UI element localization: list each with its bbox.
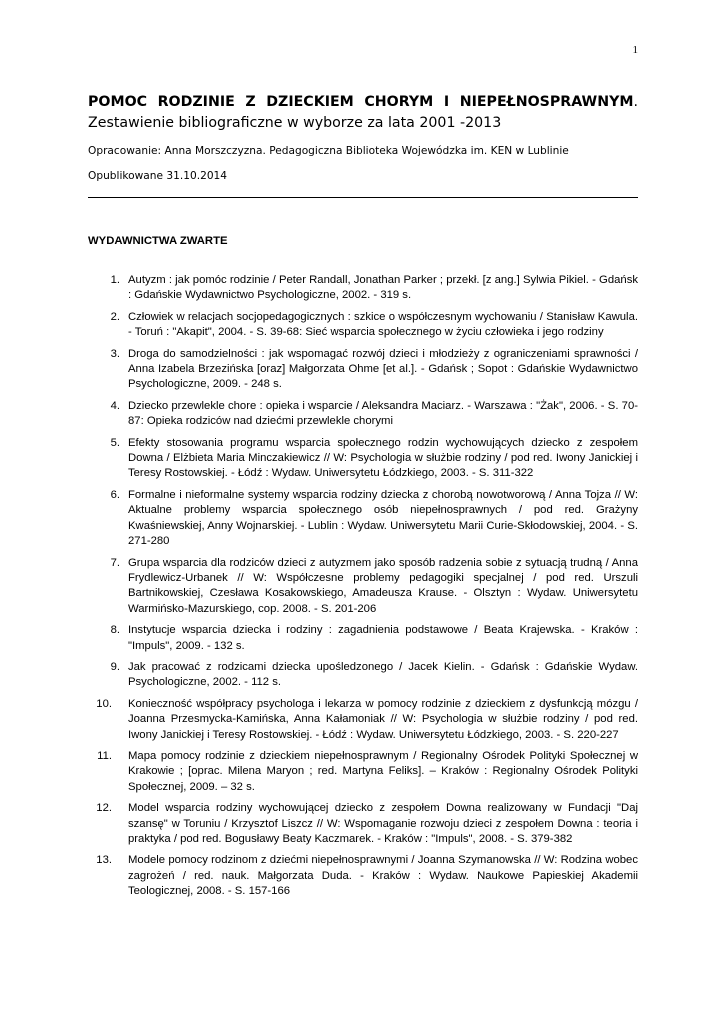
entry-text: Modele pomocy rodzinom z dziećmi niepełnosprawnymi / Joanna Szymanowska // W: Rodzina wobec zagrożeń / red. nauk. Małgorzata Duda. - Kraków : Wydaw. Naukowe Papieskiej Akademii Teologicznej, 2008. - S. 157-166 bbox=[128, 854, 638, 898]
entry-number: 13. bbox=[96, 854, 112, 867]
header-divider bbox=[88, 197, 638, 198]
entry-text: Jak pracować z rodzicami dziecka upośledzonego / Jacek Kielin. - Gdańsk : Gdańskie Wydaw. Psychologiczne, 2002. - 112 s. bbox=[128, 660, 638, 689]
entry-number: 10. bbox=[96, 697, 112, 710]
bibliography-entry bbox=[88, 853, 638, 899]
bibliography-entry bbox=[88, 801, 638, 847]
entry-number: 6. bbox=[110, 488, 120, 501]
document-title bbox=[88, 92, 638, 134]
bibliography-entry bbox=[88, 660, 638, 691]
bibliography-entry bbox=[88, 273, 638, 304]
entry-text: Konieczność współpracy psychologa i lekarza w pomocy rodzinie z dzieckiem z dysfunkcją mózgu / Joanna Przesmycka-Kamińska, Anna Kałamoniak // W: Psychologia w służbie rodziny / pod red. Iwony Janickiej i Teresy Rostowskiej. - Łódź : Wydaw. Uniwersytetu Łódzkiego, 2003. - S. 220-227 bbox=[128, 697, 638, 741]
entry-number: 12. bbox=[96, 802, 112, 815]
author-line: Opracowanie: Anna Morszczyzna. Pedagogiczna Biblioteka Wojewódzka im. KEN w Lublinie bbox=[88, 145, 569, 157]
entry-text: Człowiek w relacjach socjopedagogicznych : szkice o współczesnym wychowaniu / Stanisław Kawula. - Toruń : "Akapit", 2004. - S. 39-68: Sieć wsparcia społecznego w życiu człowieka i jego rodziny bbox=[128, 310, 638, 339]
entry-text: Model wsparcia rodziny wychowującej dziecko z zespołem Downa realizowany w Fundacji "Daj szansę" w Toruniu / Krzysztof Liszcz // W: Wspomaganie rozwoju dzieci z zespołem Downa : teoria i praktyka / pod red. Bogusławy Beaty Kaczmarek. - Kraków : "Impuls", 2008. - S. 379-382 bbox=[128, 802, 638, 845]
section-heading: WYDAWNICTWA ZWARTE bbox=[88, 235, 228, 247]
entry-text: Efekty stosowania programu wsparcia społecznego rodzin wychowujących dziecko z zespołem Downa / Elżbieta Maria Minczakiewicz // W: Psychologia w służbie rodziny / pod red. Iwony Janickiej i Teresy Rostowskiej. - Łódź : Wydaw. Uniwersytetu Łódzkiego, 2003. - S. 311-322 bbox=[128, 436, 638, 480]
entry-text: Formalne i nieformalne systemy wsparcia rodziny dziecka z chorobą nowotworową / Anna Tojza // W: Aktualne problemy wsparcia społecznego osób niepełnosprawnych / pod red. Grażyny Kwaśniewskiej, Anny Wojnarskiej. - Lublin : Wydaw. Uniwersytetu Marii Curie-Skłodowskiej, 2004. - S. 271-280 bbox=[128, 488, 638, 548]
document-header bbox=[88, 92, 638, 183]
title-subtitle-part: . Zestawienie bibliograficzne w wyborze za lata 2001 -2013 bbox=[88, 94, 638, 131]
entry-text: Mapa pomocy rodzinie z dzieckiem niepełnosprawnym / Regionalny Ośrodek Polityki Społecznej w Krakowie ; [oprac. Milena Maryon ; red. Martyna Feliks]. – Kraków : Regionalny Ośrodek Polityki Społecznej, 2009. – 32 s. bbox=[128, 749, 638, 793]
bibliography-entry bbox=[88, 347, 638, 393]
entry-text: Grupa wsparcia dla rodziców dzieci z autyzmem jako sposób radzenia sobie z sytuacją trudną / Anna Frydlewicz-Urbanek // W: Współczesne problemy pedagogiki specjalnej / pod red. Urszuli Bartnikowskiej, Czesława Kosakowskiego, Amadeusza Krause. - Olsztyn : Wydaw. Uniwersytetu Warmińsko-Mazurskiego, cop. 2008. - S. 201-206 bbox=[128, 556, 638, 615]
entry-number: 11. bbox=[97, 749, 112, 762]
bibliography-entry bbox=[88, 436, 638, 482]
published-date: Opublikowane 31.10.2014 bbox=[88, 170, 228, 182]
title-bold-part: POMOC RODZINIE Z DZIECKIEM CHORYM I NIEPEŁNOSPRAWNYM bbox=[88, 94, 634, 110]
bibliography-list bbox=[88, 273, 638, 906]
entry-text: Instytucje wsparcia dziecka i rodziny : zagadnienia podstawowe / Beata Krajewska. - Kraków : "Impuls", 2009. - 132 s. bbox=[128, 624, 638, 652]
bibliography-entry bbox=[88, 488, 638, 550]
entry-number: 4. bbox=[110, 399, 120, 412]
entry-number: 1. bbox=[110, 274, 120, 286]
bibliography-entry bbox=[88, 697, 638, 743]
entry-number: 2. bbox=[110, 310, 120, 323]
bibliography-entry bbox=[88, 310, 638, 341]
entry-number: 3. bbox=[110, 347, 120, 360]
entry-text: Dziecko przewlekle chore : opieka i wsparcie / Aleksandra Maciarz. - Warszawa : "Żak", 2006. - S. 70-87: Opieka rodziców nad dziećmi przewlekle chorymi bbox=[128, 399, 638, 428]
bibliography-entry bbox=[88, 399, 638, 430]
bibliography-entry bbox=[88, 749, 638, 795]
entry-number: 9. bbox=[110, 660, 120, 673]
page-number: 1 bbox=[632, 44, 638, 56]
entry-text: Autyzm : jak pomóc rodzinie / Peter Randall, Jonathan Parker ; przekł. [z ang.] Sylwia Pikiel. - Gdańsk : Gdańskie Wydawnictwo Psychologiczne, 2002. - 319 s. bbox=[128, 274, 638, 302]
bibliography-entry bbox=[88, 556, 638, 618]
entry-number: 5. bbox=[110, 436, 120, 449]
entry-number: 8. bbox=[110, 624, 120, 637]
bibliography-entry bbox=[88, 623, 638, 654]
entry-text: Droga do samodzielności : jak wspomagać rozwój dzieci i młodzieży z ograniczeniami sprawności / Anna Izabela Brzezińska [oraz] Małgorzata Ohme [et al.]. - Gdańsk ; Sopot : Gdańskie Wydawnictwo Psychologiczne, 2009. - 248 s. bbox=[128, 347, 638, 391]
entry-number: 7. bbox=[110, 556, 120, 569]
